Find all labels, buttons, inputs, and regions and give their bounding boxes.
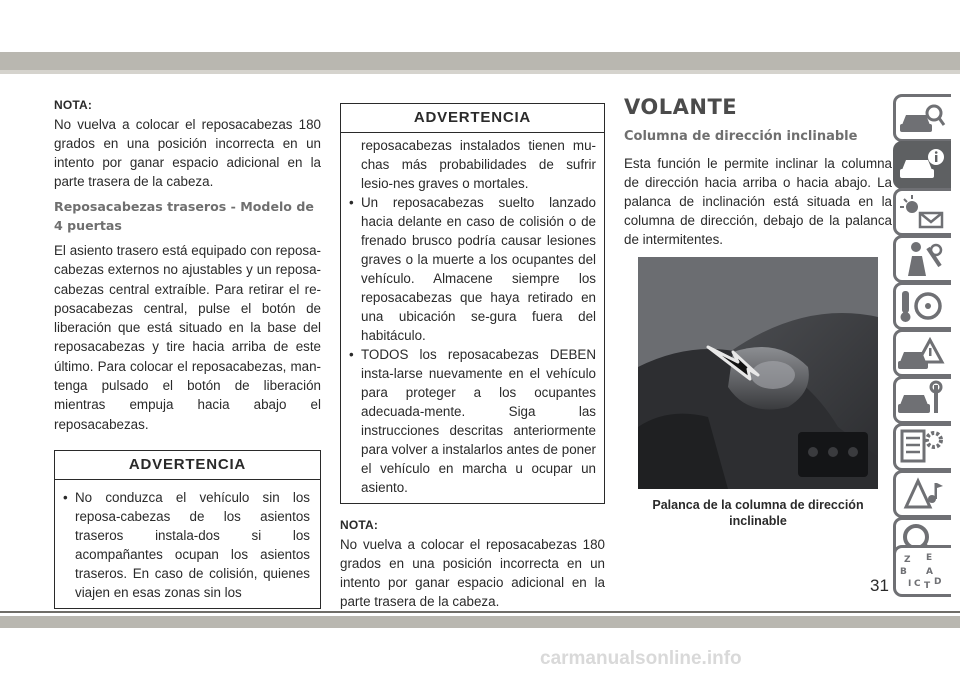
warning-title: ADVERTENCIA <box>341 104 604 133</box>
svg-text:C: C <box>914 579 921 589</box>
section-heading-line1: Reposacabezas traseros - Modelo de <box>54 199 314 214</box>
checklist-gear-icon <box>896 426 948 468</box>
warning-lights-mail-icon <box>896 191 948 233</box>
body-paragraph: El asiento trasero está equipado con reposa-cabezas externos no ajustables y un reposa-cabezas central extraíble. Para retirar el re-posacabezas central, pulse el botón de liberación que está situado en la base del reposacabezas y tire hacia arriba de este último. Para colocar el reposacabezas, man-tenga pulsado el botón de liberación mientras empuja hacia abajo el reposacabezas. <box>54 243 321 432</box>
section-heading <box>54 197 321 235</box>
warning-item: • TODOS los reposacabezas DEBEN insta-larse nuevamente en el vehículo para proteger a los ocupantes adecuada-mente. Siga las instrucciones descritas anteriormente para volver a instalarlos antes de poner el vehículo en marcha u ocupar un asiento. <box>349 345 596 497</box>
tab-car-info[interactable] <box>893 141 951 189</box>
svg-text:T: T <box>924 581 931 591</box>
header-band <box>0 52 960 70</box>
warning-box-continued <box>340 103 605 504</box>
column-right <box>624 95 892 529</box>
note-label: NOTA: <box>340 518 379 532</box>
alphabet-index-icon <box>896 548 948 594</box>
svg-text:E: E <box>926 553 933 563</box>
column-left <box>54 96 321 609</box>
steering-column-photo <box>638 257 878 489</box>
tab-servicing[interactable] <box>893 376 951 424</box>
tab-emergency[interactable] <box>893 329 951 377</box>
header-band-shadow <box>0 70 960 74</box>
warning-item: • No conduzca el vehículo sin los reposa-cabezas de los asientos traseros instala-dos si los acompañantes ocupan los asientos traseros. En caso de colisión, quienes viajen en esas zonas sin los <box>63 488 310 602</box>
body-paragraph: Esta función le permite inclinar la columna de dirección hacia arriba o hacia abajo. La palanca de inclinación está situada en la columna de dirección, debajo de la palanca de intermitentes. <box>624 156 892 247</box>
caption-line1: Palanca de la columna de dirección <box>652 498 864 512</box>
warning-item: • Un reposacabezas suelto lanzado hacia delante en caso de colisión o de frenado brusco podría causar lesiones graves o la muerte a los ocupantes del vehículo. Almacene siempre los reposacabezas que haya retirado en una ubicación se-gura fuera del habitáculo. <box>349 193 596 345</box>
car-search-icon <box>896 97 948 139</box>
section-heading-line2: 4 puertas <box>54 218 122 233</box>
car-accident-icon <box>896 332 948 374</box>
warning-title: ADVERTENCIA <box>55 451 320 480</box>
tab-safety[interactable] <box>893 235 951 283</box>
tab-specifications[interactable] <box>893 423 951 471</box>
column-middle <box>340 103 605 611</box>
svg-text:Z: Z <box>904 555 911 565</box>
tab-multimedia[interactable] <box>893 470 951 518</box>
note-text: No vuelva a colocar el reposacabezas 180 grados en una posición incorrecta en un intento por ganar espacio adicional en la parte trasera de la cabeza. <box>54 117 321 189</box>
page-number: 31 <box>870 576 889 595</box>
watermark: carmanualsonline.info <box>540 648 742 669</box>
footer-line <box>0 611 960 613</box>
subheading: Columna de dirección inclinable <box>624 129 858 144</box>
tab-starting-operating[interactable] <box>893 282 951 330</box>
photo-caption <box>624 497 892 529</box>
svg-text:I: I <box>908 579 912 589</box>
car-info-icon <box>896 144 948 186</box>
tab-index[interactable] <box>893 545 951 597</box>
music-gps-icon <box>896 473 948 515</box>
note-text: No vuelva a colocar el reposacabezas 180 grados en una posición incorrecta en un intento por ganar espacio adicional en la parte trasera de la cabeza. <box>340 537 605 609</box>
note-label: NOTA: <box>54 98 93 112</box>
car-wrench-icon <box>896 379 948 421</box>
tab-warning-lights[interactable] <box>893 188 951 236</box>
svg-text:A: A <box>926 567 933 577</box>
warning-box <box>54 450 321 608</box>
svg-text:D: D <box>934 577 942 587</box>
airbag-person-icon <box>896 238 948 280</box>
warning-item-continued: reposacabezas instalados tienen mu-chas más probabilidades de sufrir lesio-nes graves o mortales. <box>361 138 596 191</box>
footer-band <box>0 616 960 628</box>
caption-line2: inclinable <box>729 514 787 528</box>
warning-box-bottom <box>54 604 321 609</box>
steering-column-photo-graphic <box>638 257 878 489</box>
section-title: VOLANTE <box>624 95 738 119</box>
tab-car-search[interactable] <box>893 94 951 142</box>
svg-text:B: B <box>900 567 907 577</box>
steering-wheel-key-icon <box>896 285 948 327</box>
